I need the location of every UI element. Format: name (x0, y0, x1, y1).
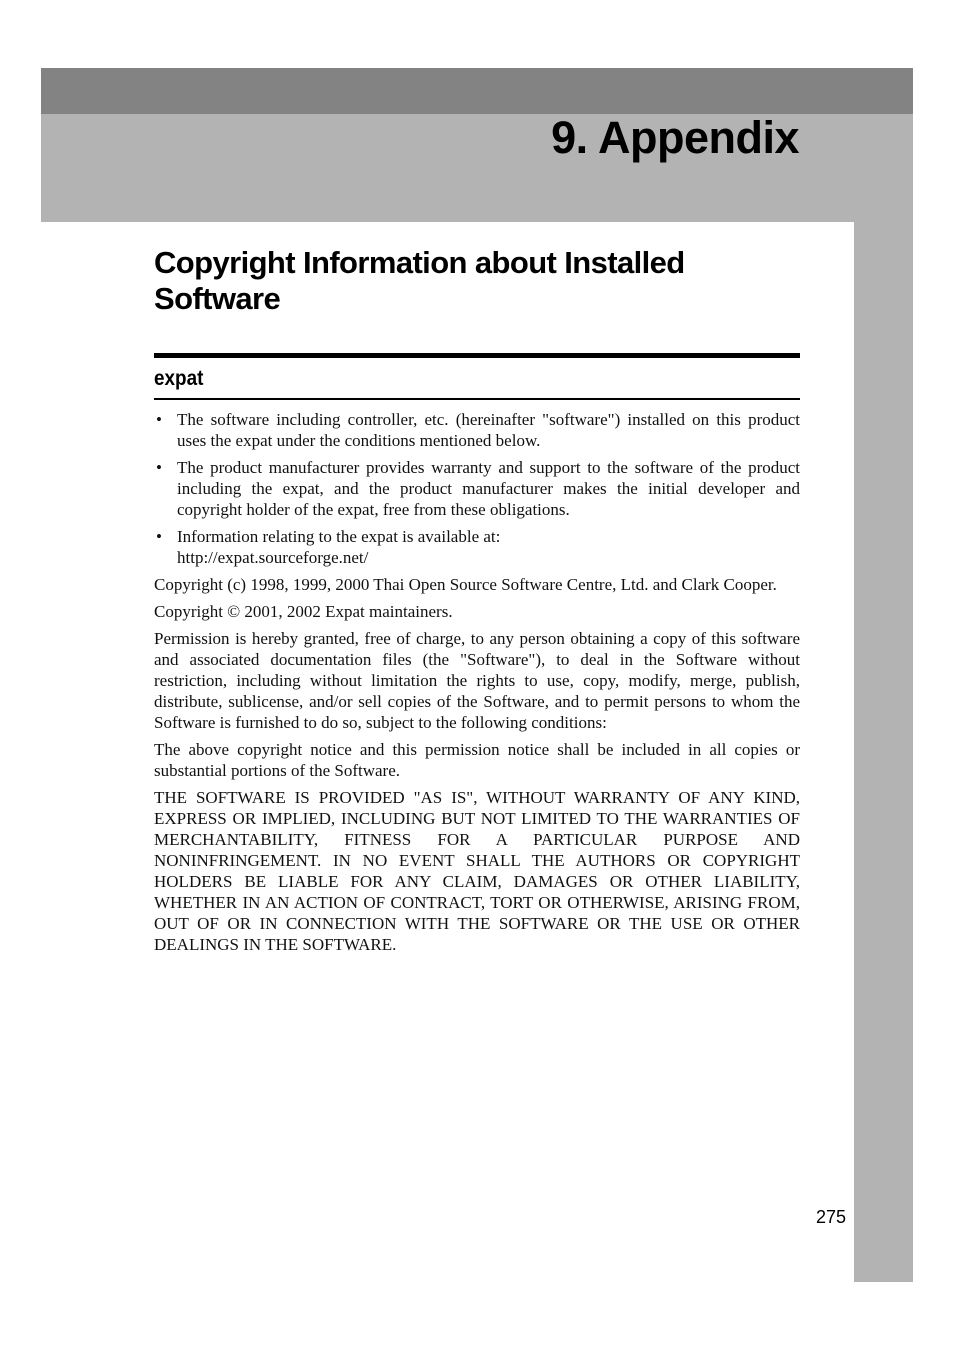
subsection-title: expat (154, 367, 204, 390)
bullet-marker: • (156, 410, 162, 429)
bullet-text: Information relating to the expat is available at: (177, 527, 501, 546)
expat-url: http://expat.sourceforge.net/ (177, 548, 369, 567)
bullet-text: The product manufacturer provides warranty and support to the software of the product including the expat, and the product manufacturer makes the initial developer and copyright holder of the expat, free from these obligations. (177, 458, 800, 519)
chapter-title: 9. Appendix (551, 112, 799, 163)
section-rule-top (154, 353, 800, 358)
paragraph-disclaimer: THE SOFTWARE IS PROVIDED "AS IS", WITHOUT WARRANTY OF ANY KIND, EXPRESS OR IMPLIED, INCLUDING BUT NOT LIMITED TO THE WARRANTIES OF MERCHANTABILITY, FITNESS FOR A PARTICULAR PURPOSE AND NONINFRINGEMENT. IN NO EVENT SHALL THE AUTHORS OR COPYRIGHT HOLDERS BE LIABLE FOR ANY CLAIM, DAMAGES OR OTHER LIABILITY, WHETHER IN AN ACTION OF CONTRACT, TORT OR OTHERWISE, ARISING FROM, OUT OF OR IN CONNECTION WITH THE SOFTWARE OR THE USE OR OTHER DEALINGS IN THE SOFTWARE. (154, 788, 800, 954)
paragraph-notice: The above copyright notice and this permission notice shall be included in all copies or substantial portions of the Software. (154, 740, 800, 780)
bullet-list (154, 409, 800, 568)
chapter-header-top-band (41, 68, 913, 114)
bullet-text: The software including controller, etc. (hereinafter "software") installed on this product uses the expat under the conditions mentioned below. (177, 410, 800, 450)
section-title: Copyright Information about Installed Software (154, 245, 685, 316)
paragraph-copyright-1: Copyright (c) 1998, 1999, 2000 Thai Open Source Software Centre, Ltd. and Clark Cooper. (154, 575, 777, 594)
bullet-item (154, 457, 800, 520)
body-text (154, 409, 800, 961)
page-number: 275 (815, 1207, 846, 1227)
bullet-marker: • (156, 458, 162, 477)
bullet-marker: • (156, 527, 162, 546)
paragraph-copyright-2: Copyright © 2001, 2002 Expat maintainers. (154, 602, 453, 621)
paragraph-permission: Permission is hereby granted, free of charge, to any person obtaining a copy of this software and associated documentation files (the "Software"), to deal in the Software without restriction, including without limitation the rights to use, copy, modify, merge, publish, distribute, sublicense, and/or sell copies of the Software, and to permit persons to whom the Software is furnished to do so, subject to the following conditions: (154, 629, 800, 732)
bullet-item (154, 526, 800, 568)
section-rule-bottom (154, 398, 800, 400)
bullet-item (154, 409, 800, 451)
chapter-side-tab (854, 222, 913, 1282)
